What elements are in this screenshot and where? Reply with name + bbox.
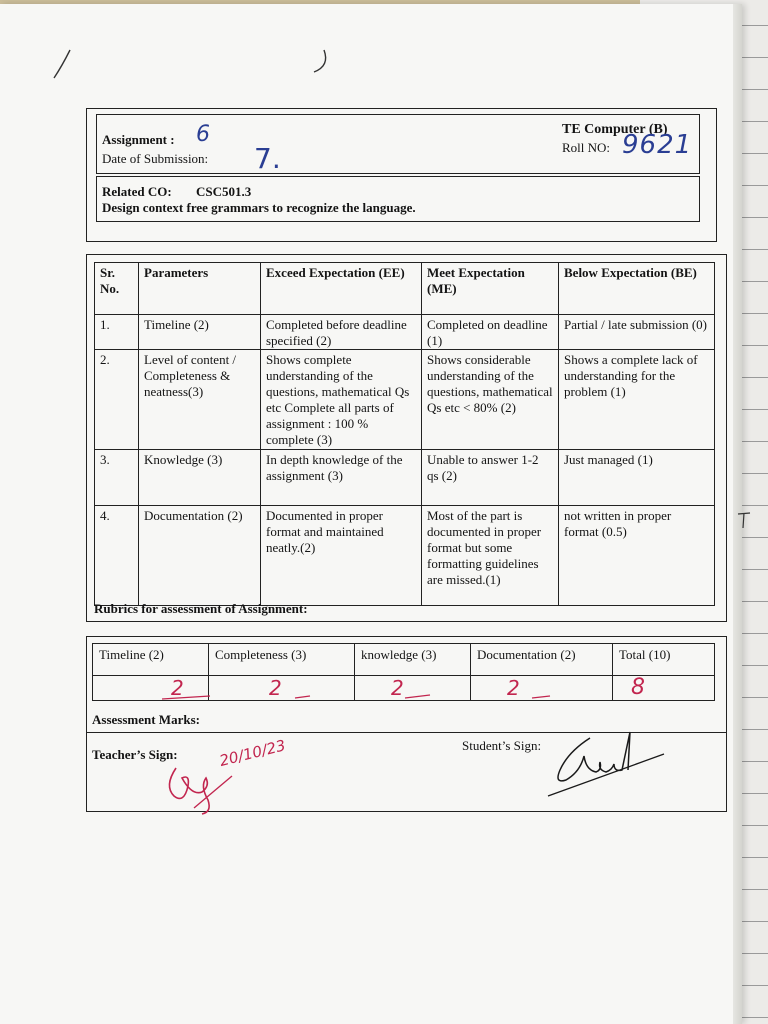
row-me: Completed on deadline (1) <box>422 315 559 350</box>
assignment-number: 6 <box>196 122 210 147</box>
row-ee: Documented in proper format and maintained neatly.(2) <box>261 506 422 606</box>
row-me: Unable to answer 1-2 qs (2) <box>422 450 559 506</box>
teacher-sign-label: Teacher’s Sign: <box>92 747 178 762</box>
row-be: not written in proper format (0.5) <box>559 506 715 606</box>
row-me: Shows considerable understanding of the questions, mathematical Qs etc < 80% (2) <box>422 350 559 450</box>
row-parameter: Documentation (2) <box>139 506 261 606</box>
marks-col-completeness: Completeness (3) <box>209 644 355 676</box>
row-parameter: Timeline (2) <box>139 315 261 350</box>
assignment-label: Assignment : <box>102 132 175 147</box>
date-label: Date of Submission: <box>102 151 209 166</box>
co-code: CSC501.3 <box>196 184 252 199</box>
date-value: 7. <box>254 142 281 175</box>
marks-col-total: Total (10) <box>613 644 715 676</box>
roll-number: 9621 <box>622 130 693 160</box>
row-parameter: Knowledge (3) <box>139 450 261 506</box>
pen-mark-icon <box>736 508 756 532</box>
table-row <box>95 315 715 350</box>
row-be: Partial / late submission (0) <box>559 315 715 350</box>
rubric-caption: Rubrics for assessment of Assignment: <box>94 601 308 616</box>
marks-col-knowledge: knowledge (3) <box>355 644 471 676</box>
pen-mark-icon <box>304 44 334 78</box>
table-row <box>95 450 715 506</box>
row-sr: 2. <box>95 350 139 450</box>
marks-header-row <box>93 644 715 676</box>
row-ee: In depth knowledge of the assignment (3) <box>261 450 422 506</box>
teacher-sign-date: 20/10/23 <box>217 736 288 770</box>
rubric-table <box>94 262 715 606</box>
table-row <box>95 506 715 606</box>
row-ee: Shows complete understanding of the questions, mathematical Qs etc Complete all parts of assignment : 100 % complete (3) <box>261 350 422 450</box>
row-sr: 4. <box>95 506 139 606</box>
row-be: Shows a complete lack of understanding for the problem (1) <box>559 350 715 450</box>
row-sr: 3. <box>95 450 139 506</box>
rubric-col-ee: Exceed Expectation (EE) <box>261 263 422 315</box>
row-parameter: Level of content / Completeness & neatness(3) <box>139 350 261 450</box>
rubric-col-sr: Sr. No. <box>95 263 139 315</box>
assessment-sheet <box>0 4 742 1024</box>
student-sign-label: Student’s Sign: <box>462 738 542 753</box>
roll-label: Roll NO: <box>562 140 611 155</box>
rubric-header-row <box>95 263 715 315</box>
student-signature <box>544 726 674 804</box>
co-description: Design context free grammars to recognize the language. <box>102 200 416 215</box>
marks-col-timeline: Timeline (2) <box>93 644 209 676</box>
marks-completeness-value: 2 <box>209 676 355 701</box>
marks-col-documentation: Documentation (2) <box>471 644 613 676</box>
row-sr: 1. <box>95 315 139 350</box>
marks-total-value: 8 <box>613 676 715 701</box>
row-me: Most of the part is documented in proper format but some formatting guidelines are missed.(1) <box>422 506 559 606</box>
row-ee: Completed before deadline specified (2) <box>261 315 422 350</box>
marks-timeline-value: 2 <box>93 676 209 701</box>
rubric-col-be: Below Expectation (BE) <box>559 263 715 315</box>
row-be: Just managed (1) <box>559 450 715 506</box>
class-label: TE Computer (B) <box>562 122 668 137</box>
co-label: Related CO: <box>102 184 172 199</box>
marks-underlines <box>160 684 720 704</box>
table-row <box>95 350 715 450</box>
rubric-col-me: Meet Expectation (ME) <box>422 263 559 315</box>
marks-caption: Assessment Marks: <box>92 712 200 727</box>
marks-documentation-value: 2 <box>471 676 613 701</box>
pen-mark-icon <box>48 44 78 84</box>
rubric-col-parameters: Parameters <box>139 263 261 315</box>
marks-knowledge-value: 2 <box>355 676 471 701</box>
